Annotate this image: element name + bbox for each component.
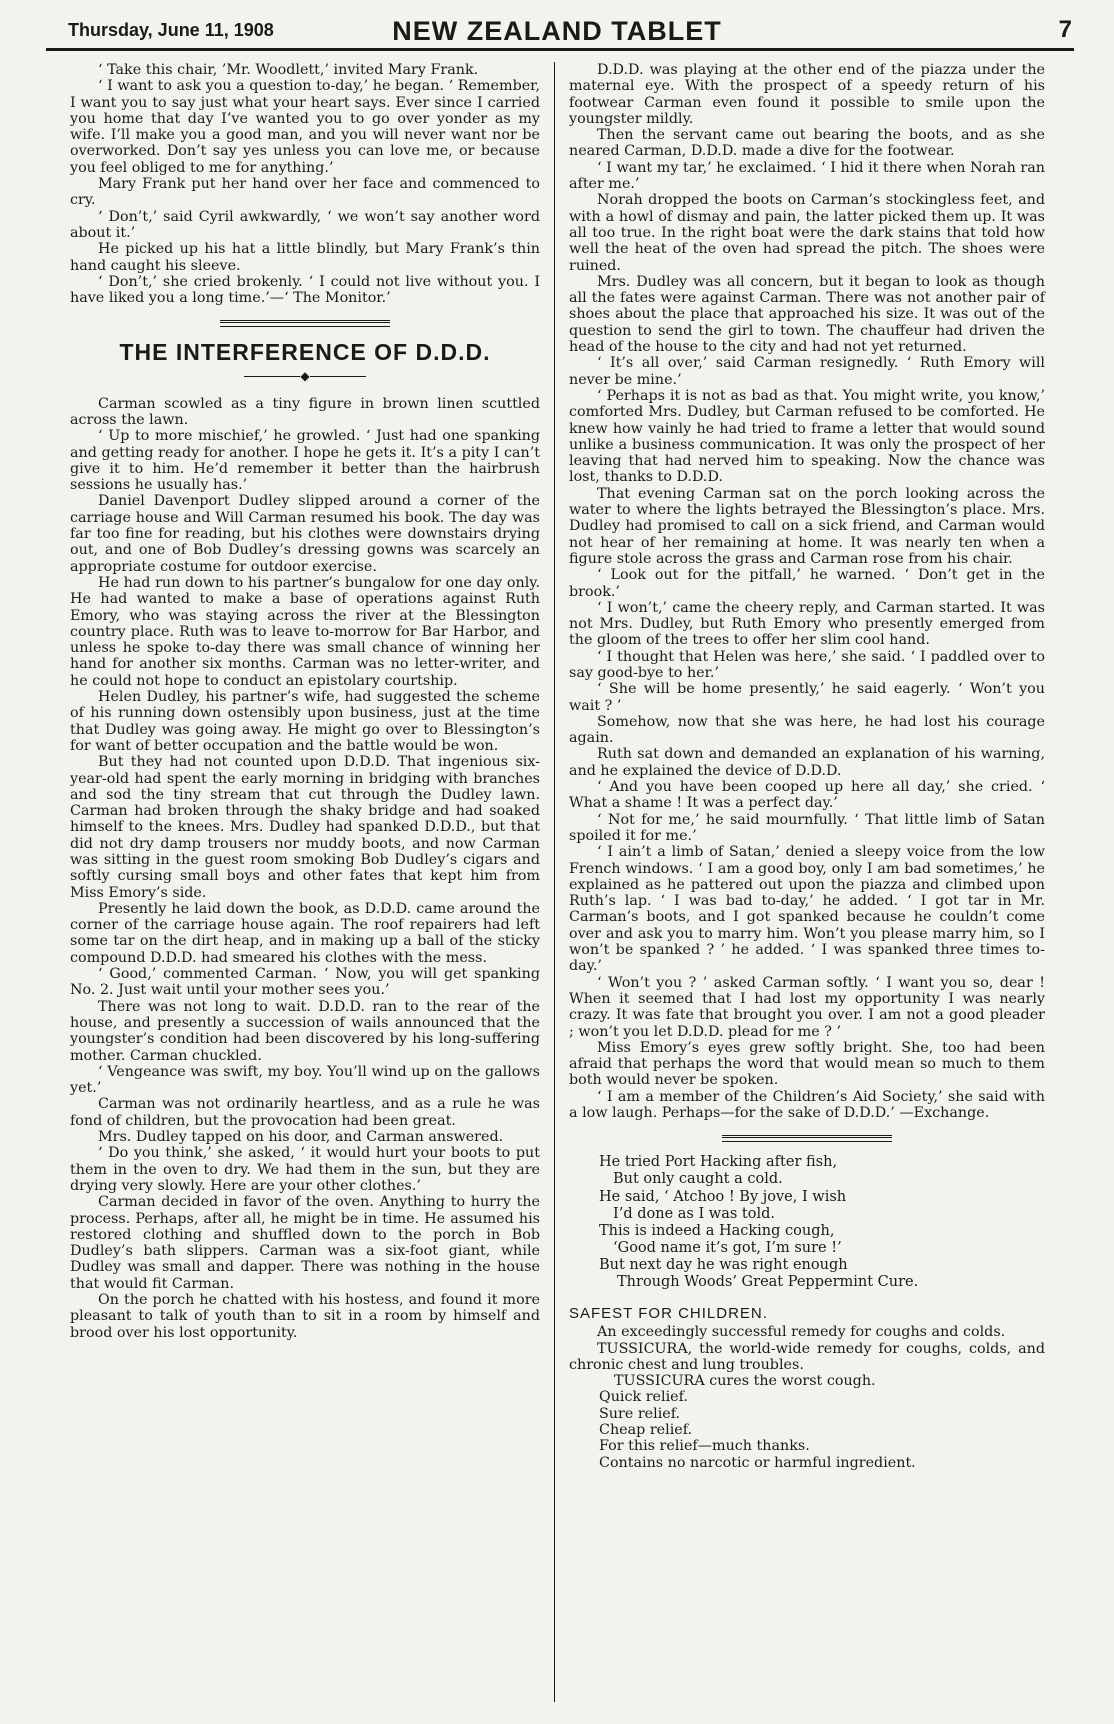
paragraph: ‘ Not for me,’ he said mournfully. ‘ That little limb of Satan spoiled it for me.’ bbox=[569, 811, 1045, 844]
paragraph: Miss Emory’s eyes grew softly bright. She, too had been afraid that perhaps the word that would mean so much to them both would never be spoken. bbox=[569, 1039, 1045, 1089]
paragraph: ‘ I want my tar,’ he exclaimed. ‘ I hid it there when Norah ran after me.’ bbox=[569, 159, 1045, 193]
verse-line: ‘Good name it’s got, I’m sure !’ bbox=[613, 1239, 842, 1256]
paragraph: Ruth sat down and demanded an explanation of his warning, and he explained the device of D.D.D. bbox=[569, 746, 1045, 779]
paragraph: ‘ And you have been cooped up here all day,’ she cried. ‘ What a shame ! It was a perfect day.’ bbox=[569, 779, 1045, 812]
paragraph: Presently he laid down the book, as D.D.D. came around the corner of the carriage house again. The roof repairers had left some tar on the dirt heap, and in making up a ball of the sticky compound D.D.D. had smeared his clothes with the mess. bbox=[70, 900, 540, 966]
ad-body: TUSSICURA, the world-wide remedy for coughs, colds, and chronic chest and lung troubles. bbox=[569, 1340, 1045, 1373]
paragraph: ‘ Up to more mischief,’ he growled. ‘ Just had one spanking and getting ready for another. I hope he gets it. It’s a pity I can’t give it to him. He’d remember it better than the hairbrush sessions he usually has.’ bbox=[70, 428, 540, 494]
verse-line: He said, ‘ Atchoo ! By jove, I wish bbox=[599, 1188, 847, 1205]
ad-intro: An exceedingly successful remedy for coughs and colds. bbox=[597, 1324, 1006, 1341]
paragraph: ‘ Good,’ commented Carman. ‘ Now, you will get spanking No. 2. Just wait until your mother sees you.’ bbox=[70, 966, 540, 999]
right-column bbox=[569, 62, 1045, 1471]
verse-line: But only caught a cold. bbox=[613, 1171, 783, 1188]
paragraph: ‘ I am a member of the Children’s Aid Society,’ she said with a low laugh. Perhaps—for the sake of D.D.D.’ —Exchange. bbox=[569, 1088, 1045, 1121]
paragraph: ‘ Perhaps it is not as bad as that. You might write, you know,’ comforted Mrs. Dudley, but Carman refused to be comforted. He knew how vainly he had tried to frame a letter that would sound unlike a business communication. It was only the prospect of her leaving that had nerved him to speaking. Now the chance was lost, thanks to D.D.D. bbox=[569, 387, 1045, 486]
paragraph: Daniel Davenport Dudley slipped around a corner of the carriage house and Will Carman resumed his book. The day was far too fine for reading, but his clothes were downstairs drying out, and one of Bob Dudley’s dressing gowns was scarcely an appropriate costume for outdoor exercise. bbox=[70, 493, 540, 575]
paragraph: Norah dropped the boots on Carman’s stockingless feet, and with a howl of dismay and pain, the latter picked them up. It was all too true. In the right boat were the dark stains that told how well the heat of the oven had spread the pitch. The shoes were ruined. bbox=[569, 192, 1045, 274]
paragraph: ‘ It’s all over,’ said Carman resignedly. ‘ Ruth Emory will never be mine.’ bbox=[569, 355, 1045, 388]
ad-line: Quick relief. bbox=[599, 1389, 688, 1406]
verse-line: I’d done as I was told. bbox=[613, 1205, 775, 1222]
paragraph: ‘ I ain’t a limb of Satan,’ denied a sleepy voice from the low French windows. ‘ I am a good boy, only I am bad sometimes,’ he explained as he pattered out upon the piazza and climbed upon Ruth’s lap. ‘ I was bad to-day,’ he added. ‘ I got tar in Mr. Carman’s boots, and I got spanked because he couldn’t come over and ask you to marry him. Won’t you please marry him, so I won’t be spanked ? ’ he added. ‘ I was spanked three times to-day.’ bbox=[569, 844, 1045, 975]
tussicura-advertisement bbox=[569, 1305, 1045, 1471]
verse-advertisement bbox=[599, 1154, 1045, 1291]
verse-line: But next day he was right enough bbox=[599, 1256, 848, 1273]
paragraph: He picked up his hat a little blindly, but Mary Frank’s thin hand caught his sleeve. bbox=[70, 241, 540, 274]
paragraph: ‘ I want to ask you a question to-day,’ he began. ‘ Remember, I want you to say just what your heart says. Ever since I carried you home that day I’ve wanted you to go over yonder as my wife. I’ll make you a good man, and you will never want nor be overworked. Don’t say yes unless you can love me, or because you feel obliged to me for anything.’ bbox=[70, 78, 540, 176]
paragraph: ‘ She will be home presently,’ he said eagerly. ‘ Won’t you wait ? ’ bbox=[569, 681, 1045, 714]
paragraph: ‘ I thought that Helen was here,’ she said. ‘ I paddled over to say good-bye to her.’ bbox=[569, 648, 1045, 681]
page-number: 7 bbox=[1058, 16, 1072, 43]
masthead-rule bbox=[46, 48, 1074, 51]
verse-line: This is indeed a Hacking cough, bbox=[599, 1222, 835, 1239]
paragraph: ‘ Do you think,’ she asked, ‘ it would hurt your boots to put them in the oven to dry. We had them in the sun, but they are drying very slowly. Here are your other clothes.’ bbox=[70, 1145, 540, 1194]
paragraph: Then the servant came out bearing the boots, and as she neared Carman, D.D.D. made a dive for the footwear. bbox=[569, 127, 1045, 160]
section-separator bbox=[722, 1135, 892, 1142]
column-divider bbox=[554, 62, 555, 1702]
ad-title: SAFEST FOR CHILDREN. bbox=[569, 1305, 768, 1323]
paragraph: ‘ Won’t you ? ’ asked Carman softly. ‘ I want you so, dear ! When it seemed that I had lost my opportunity I was nearly crazy. It was fate that brought you over. I am not a good pleader ; won’t you let D.D.D. plead for me ? ’ bbox=[569, 974, 1045, 1040]
story-title: THE INTERFERENCE OF D.D.D. bbox=[119, 339, 491, 366]
paragraph: ‘ Don’t,’ said Cyril awkwardly, ‘ we won’t say another word about it.’ bbox=[70, 208, 540, 241]
paragraph: On the porch he chatted with his hostess, and found it more pleasant to talk of youth than to sit in a room by himself and brood over his lost opportunity. bbox=[70, 1292, 540, 1341]
ad-line: Contains no narcotic or harmful ingredient. bbox=[599, 1454, 916, 1471]
masthead bbox=[38, 8, 1076, 46]
paragraph: Somehow, now that she was here, he had lost his courage again. bbox=[569, 713, 1045, 747]
paragraph: He had run down to his partner’s bungalow for one day only. He had wanted to make a base of operations against Ruth Emory, who was staying across the river at the Blessington country place. Ruth was to leave to-morrow for Bar Harbor, and unless he spoke to-day there was small chance of winning her hand for another six months. Carman was no letter-writer, and he could not hope to conduct an epistolary courtship. bbox=[70, 574, 540, 689]
paragraph: Carman scowled as a tiny figure in brown linen scuttled across the lawn. bbox=[70, 395, 540, 428]
paragraph: But they had not counted upon D.D.D. That ingenious six-year-old had spent the early morning in bridging with branches and sod the tiny stream that cut through the Dudley lawn. Carman had broken through the shaky bridge and had soaked himself to the knees. Mrs. Dudley had spanked D.D.D., but that did not dry damp trousers nor muddy boots, and now Carman was sitting in the guest room smoking Bob Dudley’s cigars and softly cursing small boys and other fates that kept him from Miss Emory’s side. bbox=[70, 754, 540, 901]
verse-line: He tried Port Hacking after fish, bbox=[599, 1154, 838, 1171]
paragraph: Carman was not ordinarily heartless, and as a rule he was fond of children, but the provocation had been great. bbox=[70, 1096, 540, 1129]
diamond-ornament-rule: ◆ bbox=[70, 370, 540, 382]
ad-line: TUSSICURA cures the worst cough. bbox=[614, 1373, 876, 1390]
section-separator bbox=[220, 320, 390, 327]
left-column bbox=[70, 62, 540, 1341]
ad-line: Sure relief. bbox=[599, 1405, 681, 1422]
verse-line: Through Woods’ Great Peppermint Cure. bbox=[617, 1274, 919, 1291]
ad-line: Cheap relief. bbox=[599, 1422, 693, 1439]
paragraph: There was not long to wait. D.D.D. ran to the rear of the house, and presently a succession of wails announced that the youngster’s condition had been discovered by his long-suffering mother. Carman chuckled. bbox=[70, 998, 540, 1064]
issue-date: Thursday, June 11, 1908 bbox=[68, 20, 274, 40]
paragraph: ‘ Don’t,’ she cried brokenly. ‘ I could not live without you. I have liked you a long time.’—‘ The Monitor.’ bbox=[70, 273, 540, 307]
paragraph: Mary Frank put her hand over her face and commenced to cry. bbox=[70, 176, 540, 209]
paragraph: ‘ I won’t,’ came the cheery reply, and Carman started. It was not Mrs. Dudley, but Ruth Emory who presently emerged from the gloom of the trees to offer her slim cool hand. bbox=[569, 599, 1045, 649]
paragraph: ‘ Take this chair, ’Mr. Woodlett,’ invited Mary Frank. bbox=[98, 62, 479, 78]
paragraph: Helen Dudley, his partner’s wife, had suggested the scheme of his running down ostensibly upon business, just at the time that Dudley was going away. He might go over to Blessington’s for want of better occupation and the battle would be won. bbox=[70, 689, 540, 754]
paragraph: Mrs. Dudley tapped on his door, and Carman answered. bbox=[98, 1129, 504, 1146]
newspaper-title: NEW ZEALAND TABLET bbox=[392, 16, 722, 46]
paragraph: Carman decided in favor of the oven. Anything to hurry the process. Perhaps, after all, he might be in time. He assumed his restored clothing and shuffled down to the porch in Bob Dudley’s bath slippers. Carman was a six-foot giant, while Dudley was small and dapper. There was nothing in the house that would fit Carman. bbox=[70, 1194, 540, 1292]
paragraph: ‘ Vengeance was swift, my boy. You’ll wind up on the gallows yet.’ bbox=[70, 1063, 540, 1097]
paragraph: D.D.D. was playing at the other end of the piazza under the maternal eye. With the prospect of a speedy return of his footwear Carman even found it possible to smile upon the youngster mildly. bbox=[569, 62, 1045, 127]
paragraph: ‘ Look out for the pitfall,’ he warned. ‘ Don’t get in the brook.’ bbox=[569, 567, 1045, 600]
paragraph: That evening Carman sat on the porch looking across the water to where the lights betrayed the Blessington’s place. Mrs. Dudley had promised to call on a sick friend, and Carman would not hear of her remaining at home. It was nearly ten when a figure stole across the grass and Carman rose from his chair. bbox=[569, 485, 1045, 567]
ad-line: For this relief—much thanks. bbox=[599, 1438, 810, 1455]
paragraph: Mrs. Dudley was all concern, but it began to look as though all the fates were against Carman. There was not another pair of shoes about the place that approached his size. It was out of the question to send the girl to town. The chauffeur had driven the head of the house to the city and had not yet returned. bbox=[569, 273, 1045, 356]
